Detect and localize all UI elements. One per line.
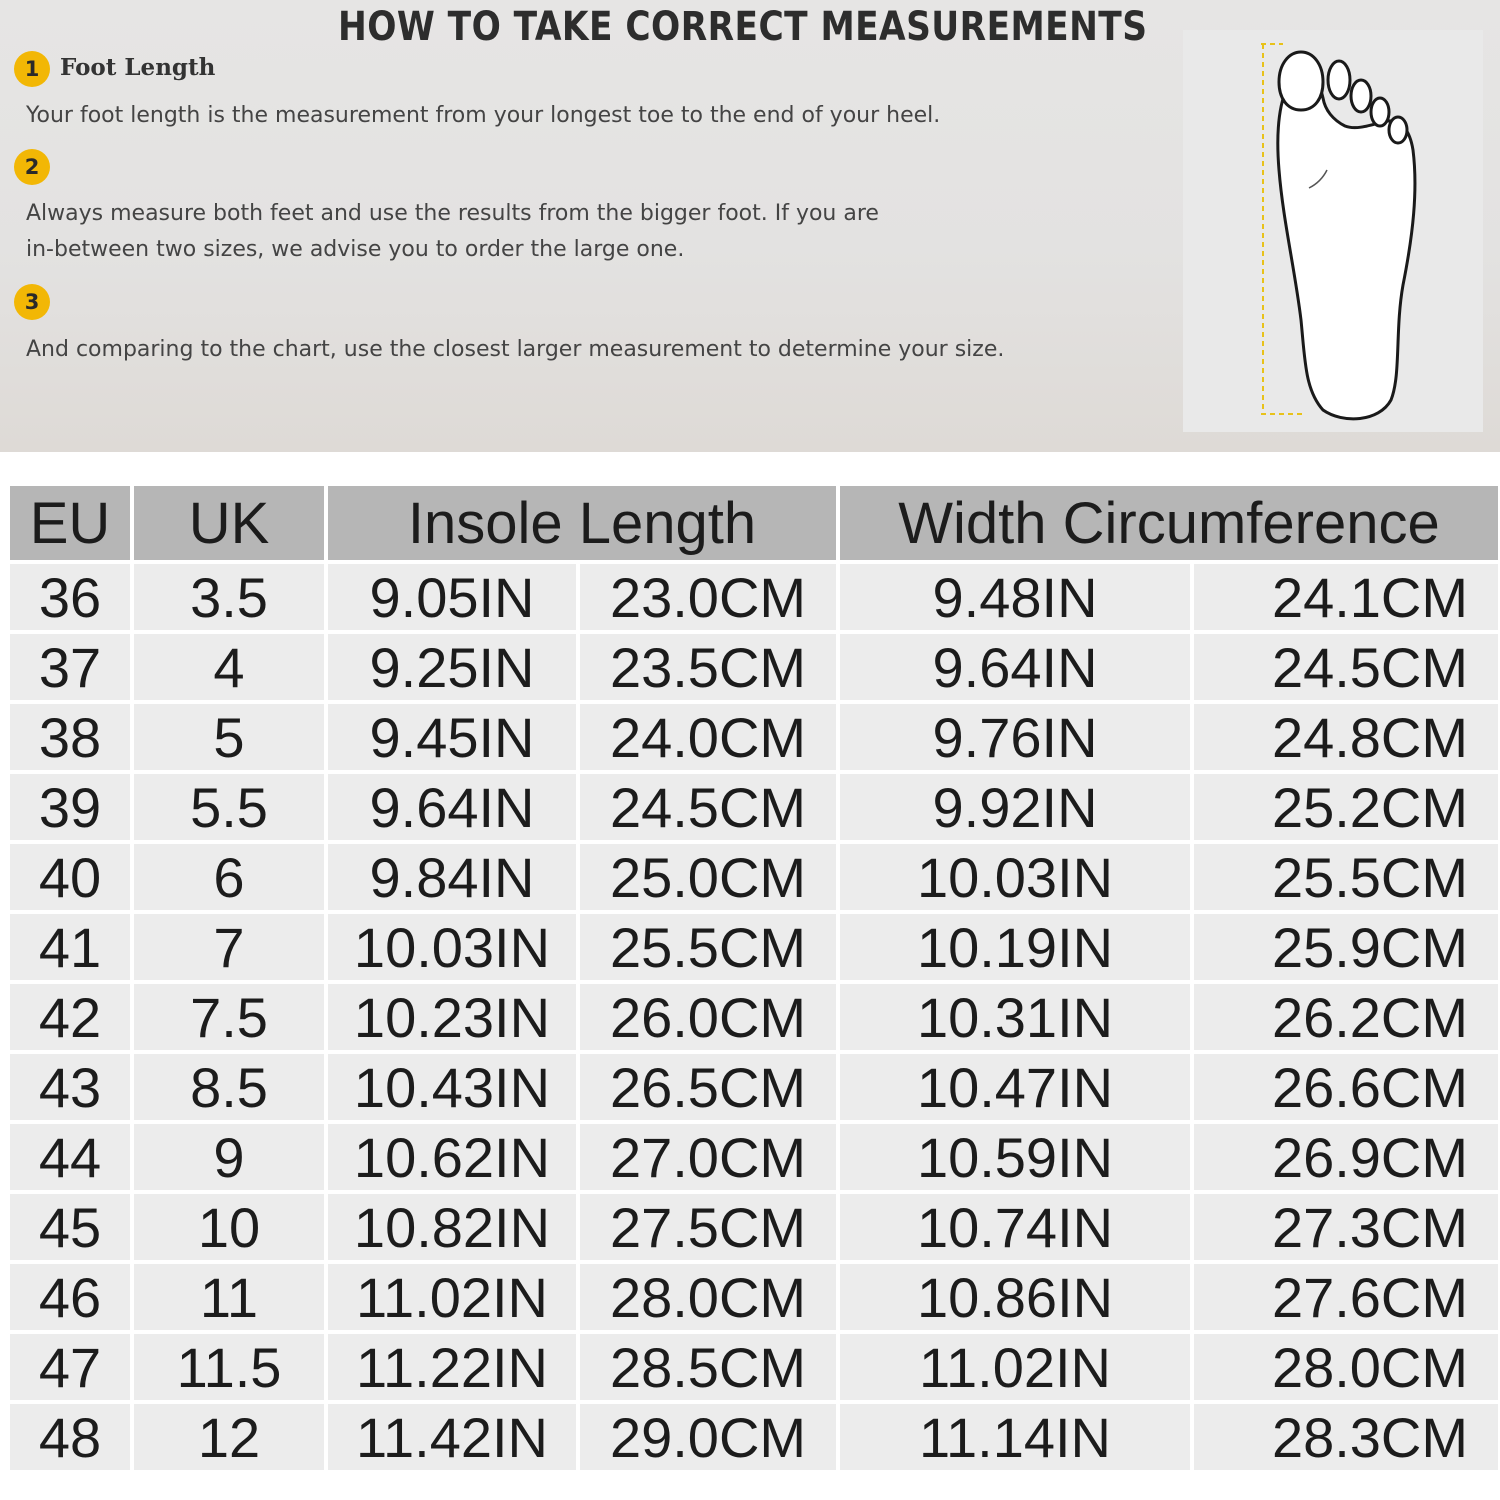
insole-length-cm-cell: 23.0CM: [580, 564, 836, 630]
insole-length-in-cell: 10.82IN: [328, 1194, 576, 1260]
table-row: [10, 1404, 1498, 1470]
uk-size-cell: 10: [134, 1194, 324, 1260]
insole-length-in-cell: 11.42IN: [328, 1404, 576, 1470]
insole-length-in-cell: 11.22IN: [328, 1334, 576, 1400]
width-circumference-in-cell: 10.47IN: [840, 1054, 1190, 1120]
insole-length-cm-cell: 29.0CM: [580, 1404, 836, 1470]
uk-size-cell: 12: [134, 1404, 324, 1470]
eu-size-cell: 40: [10, 844, 130, 910]
uk-size-cell: 7.5: [134, 984, 324, 1050]
width-circumference-cm-cell: 25.9CM: [1194, 914, 1498, 980]
table-row: [10, 634, 1498, 700]
eu-size-cell: 48: [10, 1404, 130, 1470]
step-3-text: And comparing to the chart, use the closest larger measurement to determine your size.: [26, 337, 1005, 362]
uk-size-cell: 5.5: [134, 774, 324, 840]
width-circumference-in-cell: 10.74IN: [840, 1194, 1190, 1260]
eu-size-cell: 43: [10, 1054, 130, 1120]
size-chart-table: [6, 482, 1500, 1474]
width-circumference-in-cell: 10.03IN: [840, 844, 1190, 910]
measurement-guide: [0, 0, 1500, 452]
width-circumference-in-cell: 10.86IN: [840, 1264, 1190, 1330]
table-row: [10, 1194, 1498, 1260]
uk-size-cell: 6: [134, 844, 324, 910]
insole-length-cm-cell: 24.5CM: [580, 774, 836, 840]
width-circumference-cm-cell: 27.6CM: [1194, 1264, 1498, 1330]
eu-size-cell: 44: [10, 1124, 130, 1190]
insole-length-cm-cell: 28.5CM: [580, 1334, 836, 1400]
eu-size-cell: 45: [10, 1194, 130, 1260]
uk-size-cell: 9: [134, 1124, 324, 1190]
step-1-text: Your foot length is the measurement from your longest toe to the end of your heel.: [26, 103, 941, 128]
width-circumference-in-cell: 9.64IN: [840, 634, 1190, 700]
foot-outline-icon: [1183, 30, 1483, 432]
table-row: [10, 774, 1498, 840]
table-row: [10, 564, 1498, 630]
header-eu: EU: [10, 486, 130, 560]
table-row: [10, 1054, 1498, 1120]
step-2-text-line-1: Always measure both feet and use the results from the bigger foot. If you are: [26, 201, 879, 226]
insole-length-in-cell: 9.05IN: [328, 564, 576, 630]
width-circumference-in-cell: 10.19IN: [840, 914, 1190, 980]
foot-outline: [1278, 52, 1415, 419]
eu-size-cell: 41: [10, 914, 130, 980]
step-1-heading: Foot Length: [60, 54, 216, 81]
width-circumference-cm-cell: 27.3CM: [1194, 1194, 1498, 1260]
header-uk: UK: [134, 486, 324, 560]
insole-length-cm-cell: 23.5CM: [580, 634, 836, 700]
width-circumference-cm-cell: 24.5CM: [1194, 634, 1498, 700]
table-row: [10, 1334, 1498, 1400]
header-width-circumference: Width Circumference: [840, 486, 1498, 560]
guide-title: HOW TO TAKE CORRECT MEASUREMENTS: [338, 4, 1148, 50]
eu-size-cell: 37: [10, 634, 130, 700]
table-row: [10, 844, 1498, 910]
insole-length-in-cell: 10.62IN: [328, 1124, 576, 1190]
insole-length-in-cell: 9.25IN: [328, 634, 576, 700]
step-1-badge: 1: [14, 51, 50, 87]
insole-length-in-cell: 11.02IN: [328, 1264, 576, 1330]
width-circumference-in-cell: 11.02IN: [840, 1334, 1190, 1400]
insole-length-cm-cell: 27.0CM: [580, 1124, 836, 1190]
table-row: [10, 1124, 1498, 1190]
step-3-badge: 3: [14, 284, 50, 320]
eu-size-cell: 36: [10, 564, 130, 630]
insole-length-in-cell: 10.43IN: [328, 1054, 576, 1120]
step-2-text-line-2: in-between two sizes, we advise you to order the large one.: [26, 237, 685, 262]
uk-size-cell: 11: [134, 1264, 324, 1330]
uk-size-cell: 8.5: [134, 1054, 324, 1120]
width-circumference-cm-cell: 26.6CM: [1194, 1054, 1498, 1120]
width-circumference-cm-cell: 26.2CM: [1194, 984, 1498, 1050]
uk-size-cell: 5: [134, 704, 324, 770]
insole-length-in-cell: 9.84IN: [328, 844, 576, 910]
eu-size-cell: 38: [10, 704, 130, 770]
insole-length-in-cell: 10.03IN: [328, 914, 576, 980]
eu-size-cell: 39: [10, 774, 130, 840]
width-circumference-in-cell: 9.76IN: [840, 704, 1190, 770]
width-circumference-cm-cell: 24.1CM: [1194, 564, 1498, 630]
width-circumference-cm-cell: 25.5CM: [1194, 844, 1498, 910]
insole-length-in-cell: 9.45IN: [328, 704, 576, 770]
uk-size-cell: 4: [134, 634, 324, 700]
insole-length-cm-cell: 26.5CM: [580, 1054, 836, 1120]
width-circumference-cm-cell: 28.0CM: [1194, 1334, 1498, 1400]
width-circumference-in-cell: 10.31IN: [840, 984, 1190, 1050]
header-insole-length: Insole Length: [328, 486, 836, 560]
uk-size-cell: 11.5: [134, 1334, 324, 1400]
width-circumference-cm-cell: 24.8CM: [1194, 704, 1498, 770]
size-chart-header-row: [10, 486, 1498, 560]
insole-length-cm-cell: 26.0CM: [580, 984, 836, 1050]
width-circumference-in-cell: 11.14IN: [840, 1404, 1190, 1470]
insole-length-cm-cell: 25.0CM: [580, 844, 836, 910]
width-circumference-cm-cell: 26.9CM: [1194, 1124, 1498, 1190]
eu-size-cell: 42: [10, 984, 130, 1050]
insole-length-cm-cell: 27.5CM: [580, 1194, 836, 1260]
eu-size-cell: 46: [10, 1264, 130, 1330]
width-circumference-cm-cell: 25.2CM: [1194, 774, 1498, 840]
table-row: [10, 984, 1498, 1050]
step-2-badge: 2: [14, 149, 50, 185]
insole-length-cm-cell: 28.0CM: [580, 1264, 836, 1330]
table-row: [10, 704, 1498, 770]
table-row: [10, 1264, 1498, 1330]
width-circumference-cm-cell: 28.3CM: [1194, 1404, 1498, 1470]
width-circumference-in-cell: 10.59IN: [840, 1124, 1190, 1190]
width-circumference-in-cell: 9.92IN: [840, 774, 1190, 840]
table-row: [10, 914, 1498, 980]
insole-length-cm-cell: 25.5CM: [580, 914, 836, 980]
uk-size-cell: 7: [134, 914, 324, 980]
width-circumference-in-cell: 9.48IN: [840, 564, 1190, 630]
insole-length-cm-cell: 24.0CM: [580, 704, 836, 770]
eu-size-cell: 47: [10, 1334, 130, 1400]
size-chart-body: [10, 564, 1498, 1470]
insole-length-in-cell: 10.23IN: [328, 984, 576, 1050]
insole-length-in-cell: 9.64IN: [328, 774, 576, 840]
uk-size-cell: 3.5: [134, 564, 324, 630]
foot-illustration-panel: [1183, 30, 1483, 432]
